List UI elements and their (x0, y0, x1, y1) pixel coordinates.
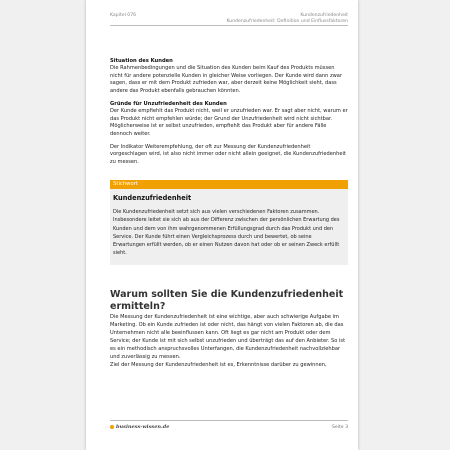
header-title: Kundenzufriedenheit (300, 13, 348, 18)
page-content (110, 58, 348, 369)
section-title: Warum sollten Sie die Kundenzufriedenheit ermitteln? (110, 288, 344, 312)
gruende-text: Der Kunde empfiehlt das Produkt nicht, weil er unzufrieden war. Er sagt aber nicht, warum er das Produkt nicht empfehlen würde; der Grund der Unzufriedenheit wird nicht sichtbar. Möglicherweise ist er selbst unzufrieden, empfiehlt das Produkt aber für andere Fälle dennoch weiter. (110, 108, 348, 137)
logo-dot-icon (110, 425, 114, 429)
warum-paragraph-1: Die Messung der Kundenzufriedenheit ist eine wichtige, aber auch schwierige Aufgabe im Marketing. Ob ein Kunde zufrieden ist oder nicht, das hängt von vielen Faktoren ab, die das Unternehmen nicht alle beeinflussen kann. Oft liegt es gar nicht am Produkt oder dem Service; der Kunde ist mit sich selbst unzufrieden und überträgt das auf den Anbieter. So ist es ein methodisch anspruchsvolles Unterfangen, die Kundenzufriedenheit nachvollziehbar und zuverlässig zu messen. (110, 313, 346, 360)
stichwort-box (110, 180, 348, 264)
stichwort-title: Kundenzufriedenheit (113, 194, 192, 203)
logo-text: business-wissen.de (116, 424, 170, 430)
page-header (110, 13, 348, 26)
page-number: Seite 3 (331, 424, 348, 430)
brand-logo[interactable] (110, 424, 169, 430)
page-footer (110, 420, 348, 430)
indikator-text: Der Indikator Weiterempfehlung, der oft zur Messung der Kundenzufriedenheit vorgeschlagen wird, ist also nicht immer oder nicht allein geeignet, die Kundenzufriedenheit zu messen. (110, 144, 346, 165)
document-page (86, 0, 358, 450)
warum-paragraph-2: Ziel der Messung der Kundenzufriedenheit ist es, Erkenntnisse darüber zu gewinnen, (110, 362, 327, 369)
chapter-label: Kapitel 076 (110, 13, 137, 18)
stichwort-label: Stichwort (110, 180, 348, 189)
gruende-heading: Gründe für Unzufriedenheit des Kunden (110, 101, 227, 108)
situation-text: Die Rahmenbedingungen und die Situation des Kunden beim Kauf des Produkts müssen nicht für andere potenzielle Kunden in gleicher Weise vorliegen. Der Kunde wird dann zwar sagen, dass er mit dem Produkt zufrieden war, aber derzeit keine Möglichkeit sieht, dass andere das Produkt ebenfalls gebrauchen könnten. (110, 65, 343, 94)
situation-heading: Situation des Kunden (110, 58, 173, 64)
header-subtitle: Kundenzufriedenheit: Definition und Einflussfaktoren (226, 18, 348, 24)
stichwort-text: Die Kundenzufriedenheit setzt sich aus vielen verschiedenen Faktoren zusammen. Insbesondere leitet sie sich ab aus der Differenz zwischen der persönlichen Erwartung des Kunden und dem von ihm wahrgenommenen Erfüllungsgrad durch das Produkt und den Service. Der Kunde führt einen Vergleichsprozess durch und bewertet, ob seine Erwartungen erfüllt werden, ob er einen Nutzen davon hat oder ob er seinen Zweck erfüllt sieht. (113, 209, 340, 257)
